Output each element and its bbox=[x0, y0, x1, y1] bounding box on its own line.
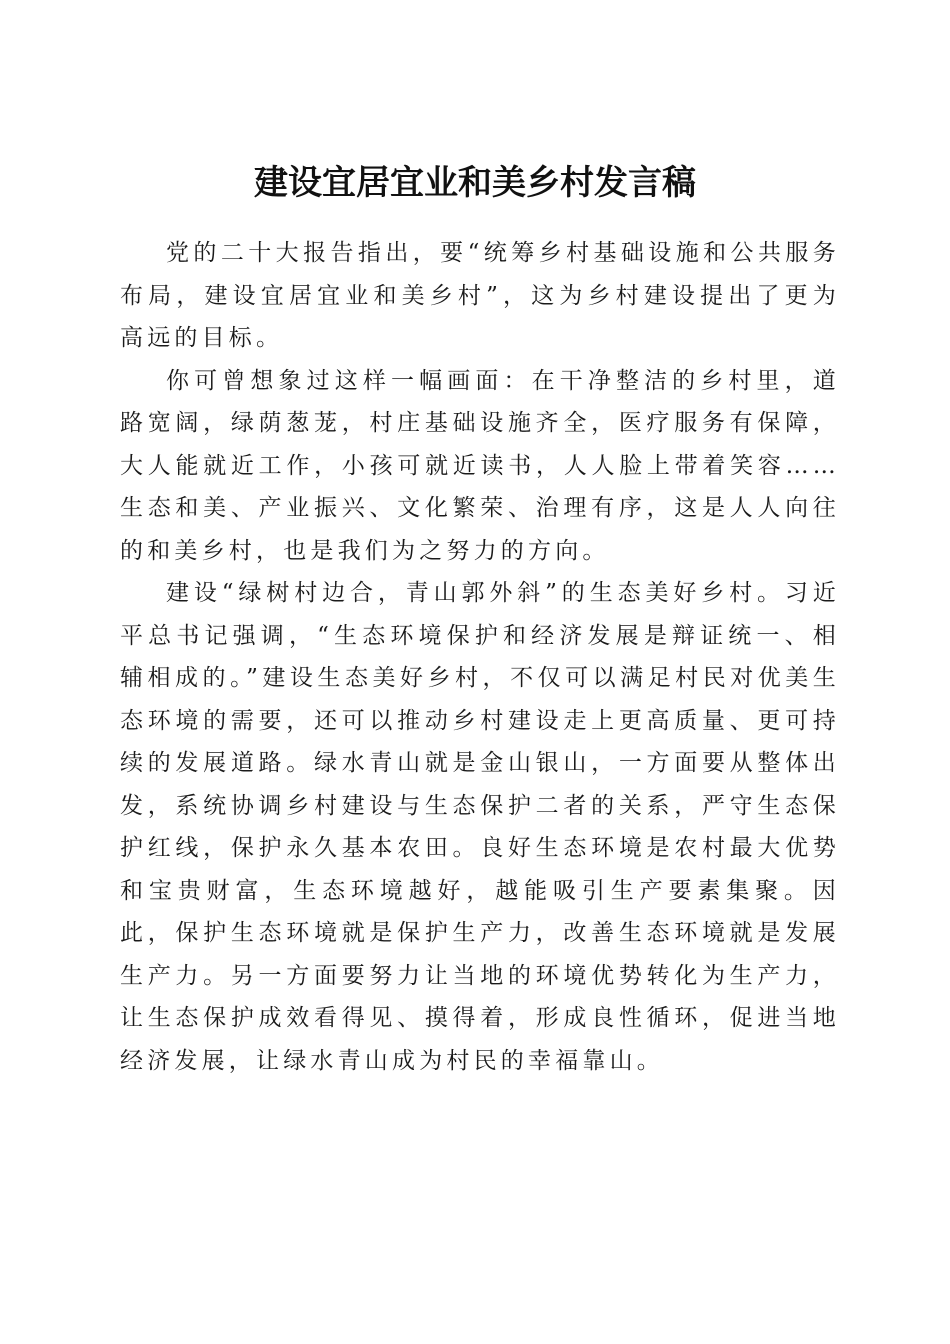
paragraph-2: 你可曾想象过这样一幅画面：在干净整洁的乡村里，道路宽阔，绿荫葱茏，村庄基础设施齐全，医疗服务有保障，大人能就近工作，小孩可就近读书，人人脸上带着笑容……生态和美、产业振兴、文化繁荣、治理有序，这是人人向往的和美乡村，也是我们为之努力的方向。 bbox=[120, 367, 840, 564]
paragraph-3: 建设“绿树村边合，青山郭外斜”的生态美好乡村。习近平总书记强调，“生态环境保护和经济发展是辩证统一、相辅相成的。”建设生态美好乡村，不仅可以满足村民对优美生态环境的需要，还可以推动乡村建设走上更高质量、更可持续的发展道路。绿水青山就是金山银山，一方面要从整体出发，系统协调乡村建设与生态保护二者的关系，严守生态保护红线，保护永久基本农田。良好生态环境是农村最大优势和宝贵财富，生态环境越好，越能吸引生产要素集聚。因此，保护生态环境就是保护生产力，改善生态环境就是发展生产力。另一方面要努力让当地的环境优势转化为生产力，让生态保护成效看得见、摸得着，形成良性循环，促进当地经济发展，让绿水青山成为村民的幸福靠山。 bbox=[120, 580, 840, 1074]
document-title: 建设宜居宜业和美乡村发言稿 bbox=[254, 162, 696, 203]
document-body bbox=[120, 232, 840, 1082]
paragraph-1: 党的二十大报告指出，要“统筹乡村基础设施和公共服务布局，建设宜居宜业和美乡村”，这为乡村建设提出了更为高远的目标。 bbox=[120, 240, 840, 351]
